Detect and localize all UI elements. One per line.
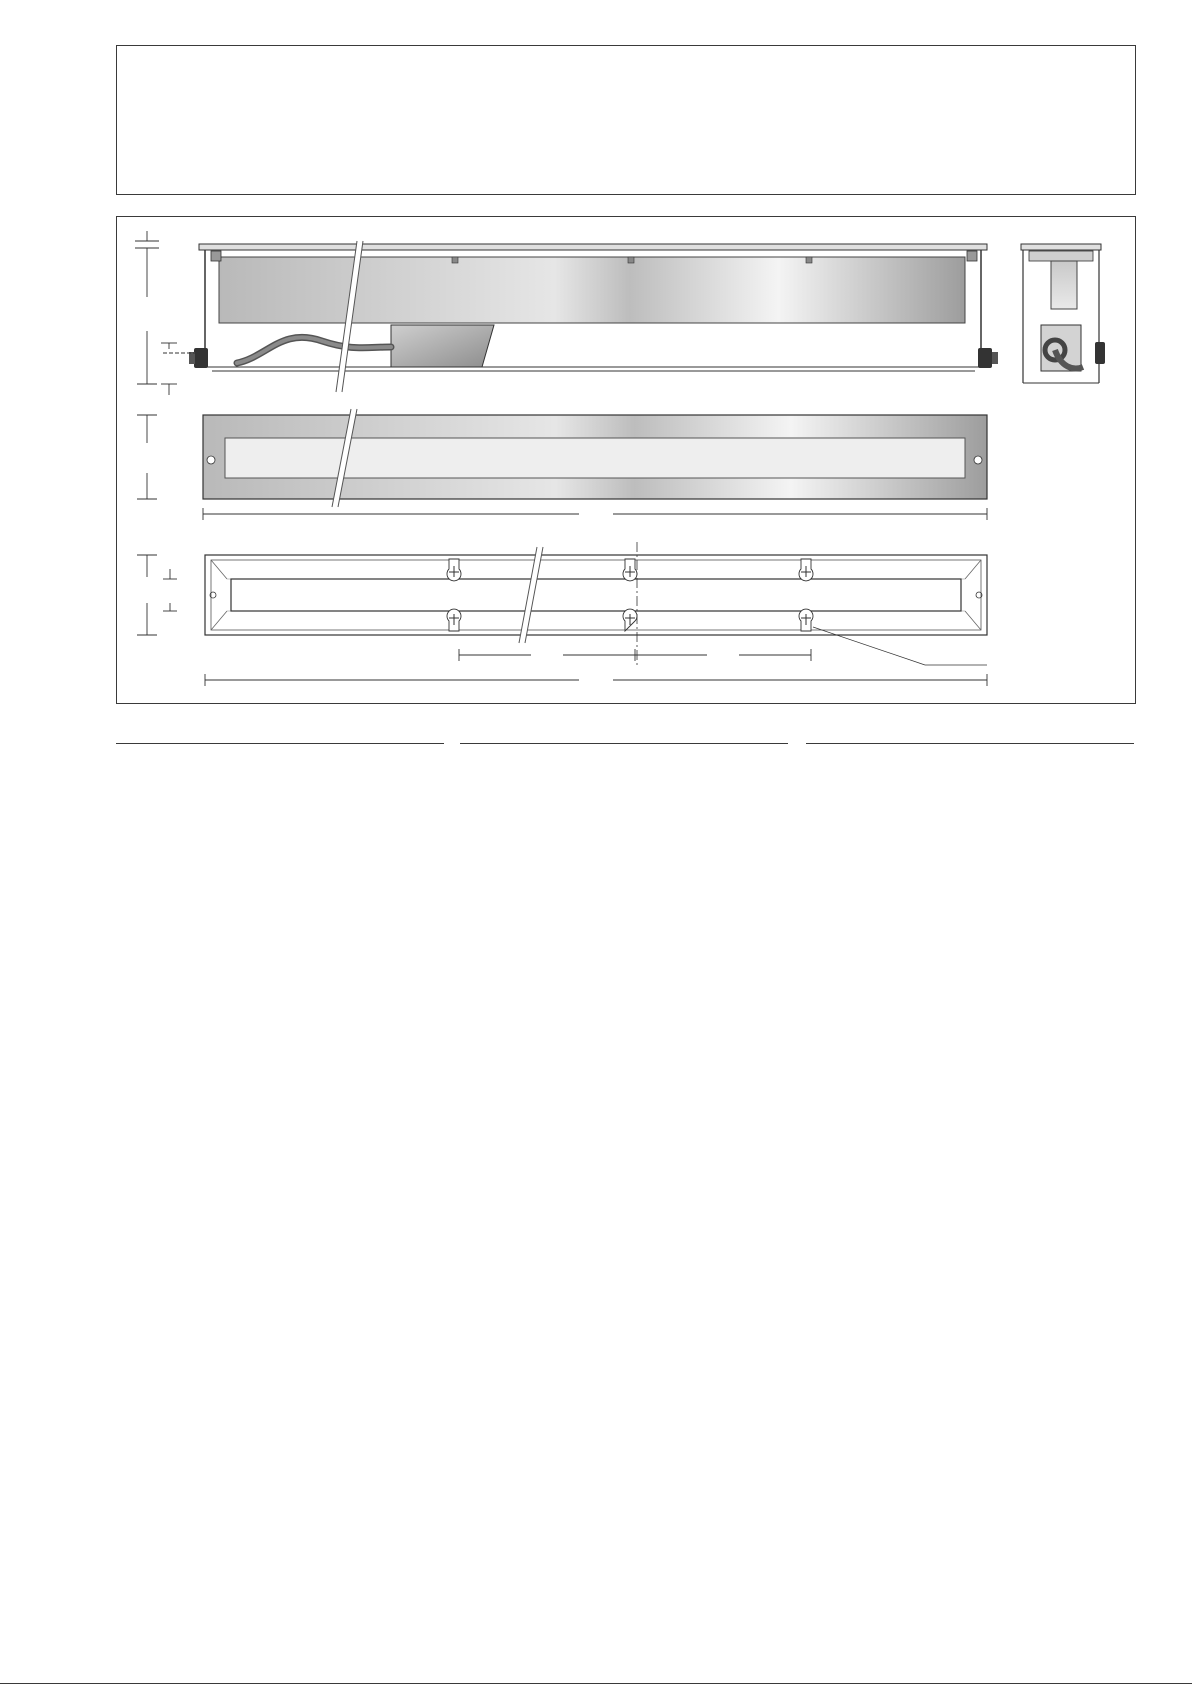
back-view: [205, 542, 987, 665]
technical-drawing: [116, 216, 1136, 704]
column-3-rule: [806, 743, 1134, 744]
side-view: [189, 241, 998, 392]
footer-rule: [0, 1683, 1192, 1684]
column-1-rule: [116, 743, 444, 744]
end-view: [1021, 244, 1105, 383]
front-view: [203, 409, 987, 507]
header-box: [116, 45, 1136, 195]
column-2-rule: [460, 743, 788, 744]
